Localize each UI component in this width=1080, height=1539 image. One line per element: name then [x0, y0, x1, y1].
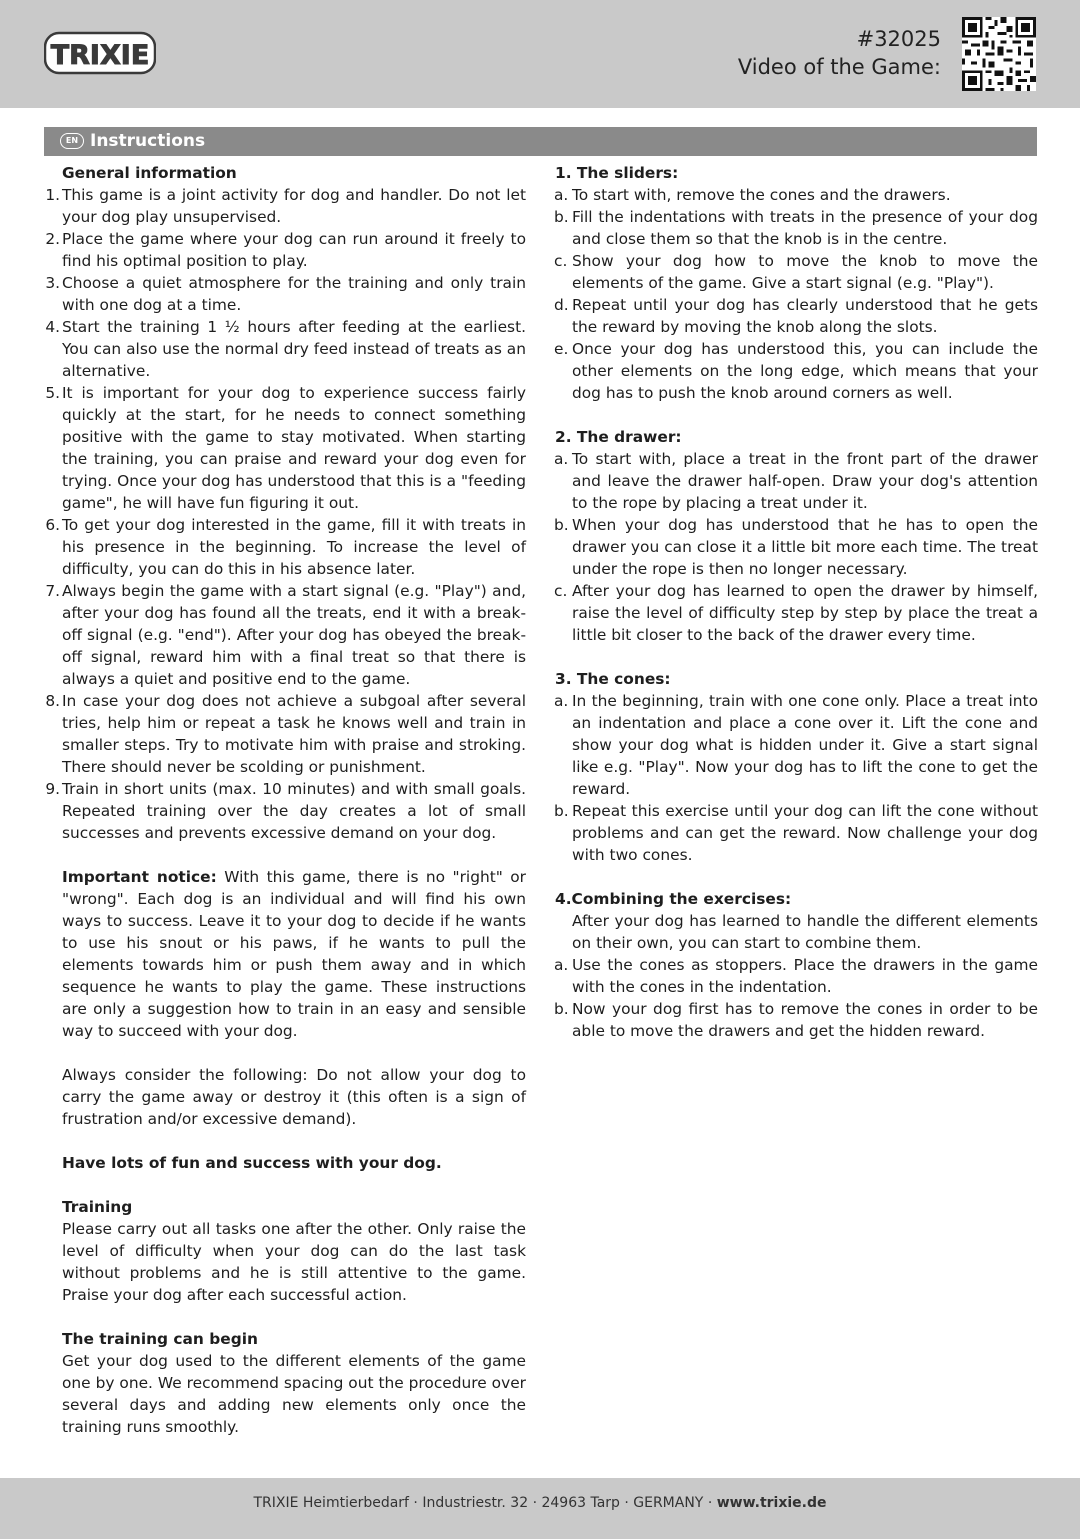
trixie-logo — [44, 28, 156, 78]
list-item: 7. Always begin the game with a start signal (e.g. "Play") and, after your dog has found all the treats, end it with a break-off signal (e.g. "end"). After your dog has obeyed the break-off signal, reward him with a final treat so that there is always a quiet and positive end to the game. — [45, 582, 526, 688]
list-item: 1. This game is a joint activity for dog and handler. Do not let your dog play unsupervised. — [45, 186, 526, 226]
list-item: a. To start with, place a treat in the front part of the drawer and leave the drawer half-open. Draw your dog's attention to the rope by placing a treat under it. — [554, 450, 1038, 512]
page-footer — [0, 1478, 1080, 1539]
product-code: #32025 — [856, 27, 941, 51]
list-item: 6. To get your dog interested in the game, fill it with treats in his presence in the beginning. To increase the level of difficulty, you can do this in his absence later. — [45, 516, 526, 578]
list-item: 9. Train in short units (max. 10 minutes) and with small goals. Repeated training over the day creates a lot of small successes and prevents excessive demand on your dog. — [45, 780, 526, 842]
training-begin-paragraph: Get your dog used to the different elements of the game one by one. We recommend spacing out the procedure over several days and adding new elements only once the training runs smoothly. — [62, 1352, 526, 1436]
company-name: TRIXIE Heimtierbedarf — [253, 1495, 409, 1511]
drawer-title: 2. The drawer: — [555, 428, 682, 446]
footer-address: TRIXIE Heimtierbedarf · Industriestr. 32 · 24963 Tarp · GERMANY · www.trixie.de — [253, 1495, 827, 1511]
list-item: a. In the beginning, train with one cone only. Place a treat into an indentation and place a cone over it. Lift the cone and show your dog what is hidden under it. Give a start signal like e.g. "Play". Now your dog has to lift the cone to get the reward. — [554, 692, 1038, 798]
consider-paragraph: Always consider the following: Do not allow your dog to carry the game away or destroy it (this often is a sign of frustration and/or excessive demand). — [62, 1066, 526, 1128]
instructions-bar — [44, 127, 1037, 156]
list-item: a. Use the cones as stoppers. Place the drawers in the game with the cones in the indentation. — [554, 956, 1038, 996]
list-item: 4. Start the training 1 ½ hours after feeding at the earliest. You can also use the normal dry feed instead of treats as an alternative. — [45, 318, 526, 380]
important-notice — [62, 866, 526, 1042]
list-item: e. Once your dog has understood this, you can include the other elements on the long edge, which means that your dog has to push the knob around corners as well. — [554, 340, 1038, 402]
training-begin-title: The training can begin — [62, 1330, 258, 1348]
list-item: 3. Choose a quiet atmosphere for the training and only train with one dog at a time. — [45, 274, 526, 314]
list-item: d. Repeat until your dog has clearly understood that he gets the reward by moving the knob along the slots. — [554, 296, 1038, 336]
sliders-title: 1. The sliders: — [555, 164, 679, 182]
combining-title: 4.Combining the exercises: — [555, 890, 792, 908]
list-item: a. To start with, remove the cones and the drawers. — [554, 186, 951, 204]
list-item: c. After your dog has learned to open the drawer by himself, raise the level of difficulty step by step by place the treat a little bit closer to the back of the drawer every time. — [554, 582, 1038, 644]
list-item: c. Show your dog how to move the knob to move the elements of the game. Give a start signal (e.g. "Play"). — [554, 252, 1038, 292]
cones-title: 3. The cones: — [555, 670, 671, 688]
combining-intro: After your dog has learned to handle the different elements on their own, you can start to combine them. — [572, 912, 1038, 952]
training-title: Training — [62, 1198, 133, 1216]
language-badge: EN — [60, 133, 84, 149]
video-label: Video of the Game: — [737, 55, 941, 79]
list-item: b. Fill the indentations with treats in the presence of your dog and close them so that the knob is in the centre. — [554, 208, 1038, 248]
list-item: 2. Place the game where your dog can run around it freely to find his optimal position to play. — [45, 230, 526, 270]
list-item: b. When your dog has understood that he has to open the drawer you can close it a little bit more each time. The treat under the rope is then no longer necessary. — [554, 516, 1038, 578]
list-item: b. Now your dog first has to remove the cones in order to be able to move the drawers and get the hidden reward. — [554, 1000, 1038, 1040]
product-info — [738, 25, 941, 81]
list-item: b. Repeat this exercise until your dog can lift the cone without problems and can get the reward. Now challenge your dog with two cones. — [554, 802, 1038, 864]
qr-code-icon[interactable] — [962, 17, 1036, 91]
notice-text: With this game, there is no "right" or "wrong". Each dog is an individual and will find his own ways to success. Leave it to your dog to decide if he wants to use his snout or his paws, if he wants to pull the elements towards him or push them away and in which sequence he wants to play the game. These instructions are only a suggestion how to train in an easy and sensible way to succeed with your dog. — [62, 868, 526, 1040]
general-info-list — [45, 184, 526, 844]
page-header — [0, 0, 1080, 108]
training-paragraph: Please carry out all tasks one after the other. Only raise the level of difficulty when your dog can do the last task without problems and he is still attentive to the game. Praise your dog after each successful action. — [62, 1220, 526, 1304]
list-item: 5. It is important for your dog to experience success fairly quickly at the start, for he needs to connect something positive with the game to stay motivated. When starting the training, you can praise and reward your dog even for trying. Once your dog has understood that this is a "feeding game", he will have fun figuring it out. — [45, 384, 526, 512]
svg-text:TRIXIE: TRIXIE — [50, 40, 150, 71]
left-column — [45, 162, 526, 1438]
list-item: 8. In case your dog does not achieve a subgoal after several tries, help him or repeat a task he knows well and train in smaller steps. Try to motivate him with praise and stroking. There should never be scolding or punishment. — [45, 692, 526, 776]
section-title: Instructions — [90, 131, 206, 151]
website-link[interactable]: www.trixie.de — [716, 1495, 827, 1511]
street-address: Industriestr. 32 · 24963 Tarp · GERMANY — [422, 1495, 704, 1511]
fun-line: Have lots of fun and success with your dog. — [62, 1154, 442, 1172]
general-info-title: General information — [62, 164, 237, 182]
right-column — [554, 162, 1038, 1042]
notice-label: Important notice: — [62, 868, 217, 886]
